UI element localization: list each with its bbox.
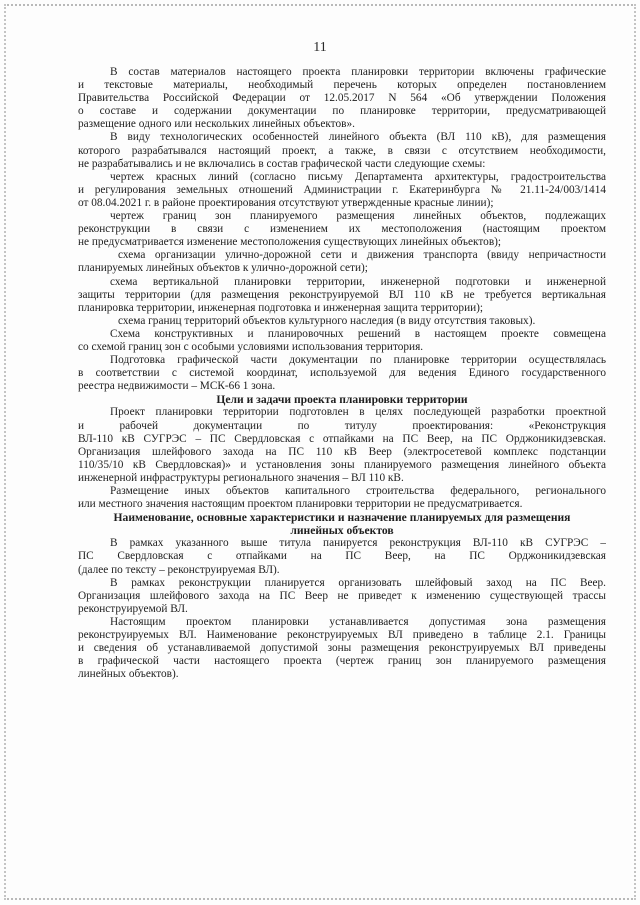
- text-line: со схемой границ зон с особыми условиями использования территория.: [78, 340, 424, 353]
- text-line: планировка территории, инженерная подготовка и инженерная защита территории);: [78, 301, 484, 314]
- text-line: схема границ территорий объектов культурного наследия (в виду отсутствия таковых).: [118, 314, 536, 327]
- text-line: размещение одного или нескольких линейных объектов».: [78, 118, 355, 131]
- text-line: о составе и содержании документации по планировке территории, предусматривающей: [78, 105, 606, 118]
- text-line: чертеж границ зон планируемого размещения линейных объектов, подлежащих: [110, 210, 606, 223]
- text-line: реконструкции в связи с изменением их местоположения (настоящим проектом: [78, 223, 606, 236]
- text-line: в соответствии с системой координат, используемой для ведения Единого государственного: [78, 367, 606, 380]
- text-line: не предусматривается изменение местоположения существующих линейных объектов);: [78, 236, 502, 249]
- text-line: чертеж красных линий (согласно письму Департамента архитектуры, градостроительства: [110, 170, 606, 183]
- text-line: линейных объектов).: [78, 668, 179, 681]
- text-line: реестра недвижимости – МСК-66 1 зона.: [78, 380, 276, 393]
- text-line: В виду технологических особенностей линейного объекта (ВЛ 110 кВ), для размещения: [110, 131, 606, 144]
- section-heading: Наименование, основные характеристики и назначение планируемых для размещения: [113, 511, 571, 525]
- text-line: Схема конструктивных и планировочных решений в настоящем проекте совмещена: [110, 327, 606, 340]
- text-line: (далее по тексту – реконструируемая ВЛ).: [78, 563, 280, 576]
- text-line: Подготовка графической части документации по планировке территории осуществлялась: [110, 354, 606, 367]
- text-line: ВЛ-110 кВ СУГРЭС – ПС Свердловская с отпайками на ПС Веер, на ПС Орджоникидзевская.: [78, 432, 606, 445]
- text-line: Размещение иных объектов капитального строительства федерального, регионального: [110, 485, 606, 497]
- text-line: 110/35/10 кВ Свердловская)» и установления зоны планируемого размещения линейного объекта: [78, 458, 606, 471]
- text-line: Правительства Российской Федерации от 12.05.2017 N 564 «Об утверждении Положения: [78, 92, 606, 105]
- text-line: и регулирования земельных отношений Администрации г. Екатеринбурга № 21.11-24/003/1414: [78, 183, 606, 196]
- text-line: Организация шлейфового захода на ПС Веер не приведет к изменению существующей трассы: [78, 589, 606, 602]
- text-line: реконструируемой ВЛ.: [78, 602, 188, 615]
- text-line: в графической части настоящего проекта (чертеж границ зон планируемого размещения: [78, 655, 606, 668]
- text-line: планируемых линейных объектов к улично-дорожной сети);: [78, 262, 368, 275]
- text-line: и текстовые материалы, необходимый перечень которых определен постановлением: [78, 79, 606, 92]
- text-line: схема организации улично-дорожной сети и движения транспорта (ввиду непричастности: [118, 249, 606, 262]
- document-body: [78, 66, 606, 681]
- text-line: схема вертикальной планировки территории, инженерной подготовки и инженерной: [110, 275, 606, 288]
- text-line: инженерной инфраструктуры регионального значения – ВЛ 110 кВ.: [78, 471, 404, 484]
- scan-edge-left: [4, 4, 6, 900]
- text-line: В рамках указанного выше титула панируется реконструкция ВЛ-110 кВ СУГРЭС –: [110, 537, 606, 550]
- text-line: и рабочей документации по титулу проектирования: «Реконструкция: [78, 419, 606, 432]
- text-line: защиты территории (для размещения реконструируемой ВЛ 110 кВ не требуется вертикальная: [78, 288, 606, 301]
- text-line: Настоящим проектом планировки устанавливается допустимая зона размещения: [110, 615, 606, 628]
- text-line: Организация шлейфового захода на ПС 110 кВ Веер (электросетевой комплекс подстанции: [78, 445, 606, 458]
- text-line: ПС Свердловская с отпайками на ПС Веер, на ПС Орджоникидзевская: [78, 550, 606, 563]
- text-line: не разрабатывались и не включались в состав графической части следующие схемы:: [78, 157, 486, 170]
- section-heading: линейных объектов: [290, 524, 394, 538]
- text-line: или местного значения настоящим проектом планировки территории не предусматривается.: [78, 498, 523, 511]
- text-line: и сведения об устанавливаемой допустимой зоны размещения реконструируемых ВЛ приведены: [78, 642, 606, 655]
- scan-edge-right: [634, 4, 636, 900]
- scan-edge-bottom: [4, 898, 636, 900]
- text-line: В состав материалов настоящего проекта планировки территории включены графические: [110, 66, 606, 78]
- section-heading: Цели и задачи проекта планировки территории: [216, 393, 468, 407]
- text-line: Проект планировки территории подготовлен в целях последующей разработки проектной: [110, 406, 606, 419]
- page-number: 11: [313, 40, 327, 55]
- text-line: от 08.04.2021 г. в районе проектирования отсутствуют утвержденные красные линии);: [78, 196, 494, 209]
- text-line: В рамках реконструкции планируется организовать шлейфовый заход на ПС Веер.: [110, 576, 606, 589]
- text-line: реконструируемых ВЛ. Наименование реконструируемых ВЛ приведено в таблице 2.1. Границы: [78, 629, 606, 642]
- scan-edge-top: [4, 4, 636, 6]
- text-line: которого разрабатывался настоящий проект, а также, в связи с отсутствием необходимости,: [78, 144, 606, 157]
